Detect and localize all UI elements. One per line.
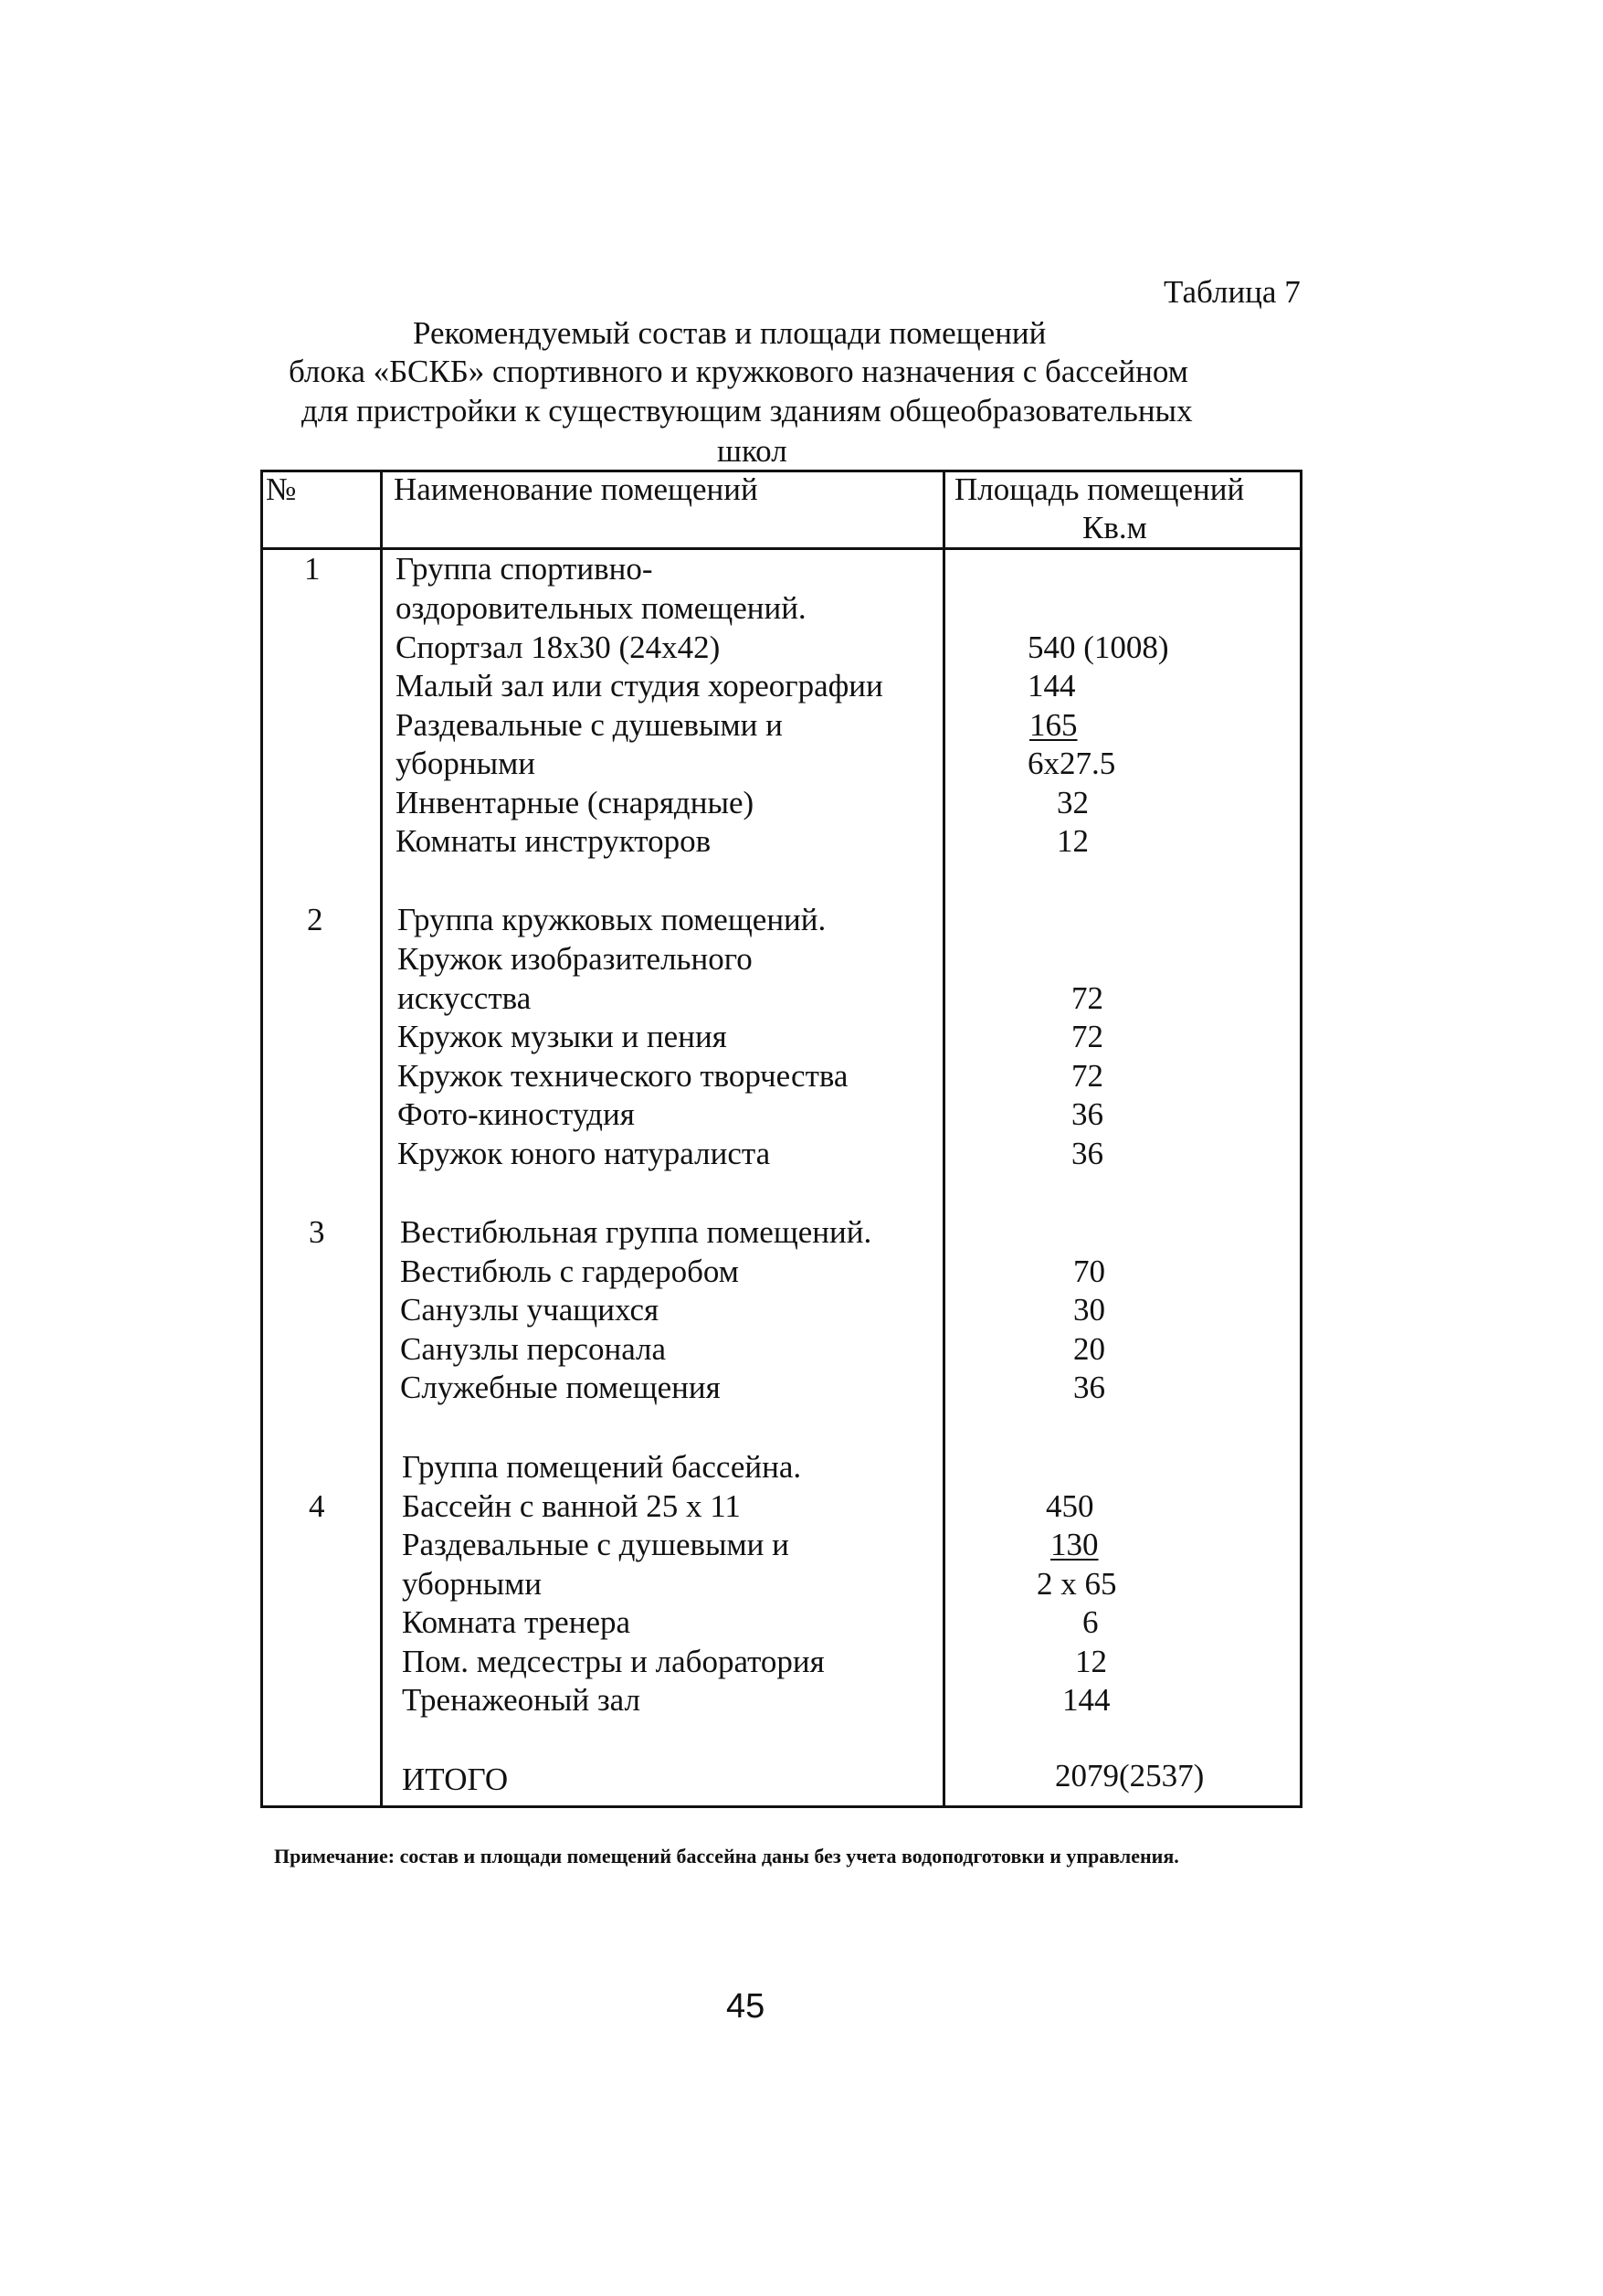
group-1-num: 1 xyxy=(304,551,321,587)
group-2-line-7-area: 36 xyxy=(1071,1136,1103,1171)
group-4-line-7-area: 144 xyxy=(1062,1682,1111,1718)
group-4-line-1-name: Группа помещений бассейна. xyxy=(402,1449,802,1485)
group-1-line-1-name: Группа спортивно- xyxy=(395,551,653,587)
group-2-num: 2 xyxy=(307,902,323,937)
group-1-line-2-name: оздоровительных помещений. xyxy=(395,590,807,626)
table-right-border xyxy=(1300,470,1302,1808)
group-1-line-6-area: 6х27.5 xyxy=(1028,746,1116,781)
group-2-line-4-area: 72 xyxy=(1071,1019,1103,1054)
group-4-line-3-area: 130 xyxy=(1050,1527,1099,1562)
group-3-line-5-name: Служебные помещения xyxy=(400,1370,721,1405)
title-line-1: Рекомендуемый состав и площади помещений xyxy=(413,315,1047,351)
group-2-line-1-name: Группа кружковых помещений. xyxy=(397,902,827,937)
group-4-line-6-name: Пом. медсестры и лаборатория xyxy=(402,1644,825,1679)
title-line-3: для пристройки к существующим зданиям общеобразовательных xyxy=(301,393,1193,429)
group-2-line-7-name: Кружок юного натуралиста xyxy=(397,1136,771,1171)
group-2-line-2-name: Кружок изобразительного xyxy=(397,941,753,977)
group-3-line-3-area: 30 xyxy=(1073,1292,1105,1328)
group-1-line-4-name: Малый зал или студия хореографии xyxy=(395,668,883,704)
group-3-line-1-name: Вестибюльная группа помещений. xyxy=(400,1214,872,1250)
group-3-line-2-area: 70 xyxy=(1073,1254,1105,1289)
header-num: № xyxy=(266,471,297,507)
group-4-line-4-name: уборными xyxy=(402,1566,542,1602)
group-4-line-5-name: Комната тренера xyxy=(402,1604,631,1640)
group-4-line-2-name: Бассейн с ванной 25 х 11 xyxy=(402,1488,741,1524)
group-4-line-5-area: 6 xyxy=(1082,1604,1099,1640)
group-4-line-3-name: Раздевальные с душевыми и xyxy=(402,1527,789,1562)
group-1-line-7-area: 32 xyxy=(1057,785,1089,820)
total-value: 2079(2537) xyxy=(1055,1758,1205,1793)
group-3-line-4-area: 20 xyxy=(1073,1331,1105,1367)
group-4-line-4-area: 2 х 65 xyxy=(1037,1566,1117,1602)
group-1-line-8-name: Комнаты инструкторов xyxy=(395,823,712,859)
group-1-line-3-area: 540 (1008) xyxy=(1028,630,1169,665)
group-2-line-6-area: 36 xyxy=(1071,1096,1103,1132)
table-bottom-border xyxy=(260,1805,1302,1808)
group-2-line-5-area: 72 xyxy=(1071,1058,1103,1094)
col-divider-2 xyxy=(943,470,945,1808)
table-left-border xyxy=(260,470,263,1808)
table-number: Таблица 7 xyxy=(1164,274,1301,310)
group-2-line-5-name: Кружок технического творчества xyxy=(397,1058,849,1094)
group-4-line-6-area: 12 xyxy=(1075,1644,1107,1679)
group-1-line-3-name: Спортзал 18х30 (24х42) xyxy=(395,630,721,665)
group-4-num: 4 xyxy=(309,1488,325,1524)
header-name: Наименование помещений xyxy=(394,471,758,507)
title-line-4: школ xyxy=(717,433,787,469)
group-3-line-4-name: Санузлы персонала xyxy=(400,1331,667,1367)
header-area-line2: Кв.м xyxy=(1082,510,1147,545)
header-bottom-border xyxy=(260,547,1302,550)
title-line-2: блока «БСКБ» спортивного и кружкового назначения с бассейном xyxy=(289,354,1188,389)
group-4-line-2-area: 450 xyxy=(1046,1488,1094,1524)
group-1-line-4-area: 144 xyxy=(1028,668,1076,704)
footnote: Примечание: состав и площади помещений бассейна даны без учета водоподготовки и управления. xyxy=(274,1845,1179,1867)
group-2-line-3-area: 72 xyxy=(1071,980,1103,1016)
group-3-line-2-name: Вестибюль с гардеробом xyxy=(400,1254,739,1289)
group-4-line-7-name: Тренажеоный зал xyxy=(402,1682,640,1718)
rooms-table xyxy=(260,470,1302,1808)
header-area-line1: Площадь помещений xyxy=(954,471,1245,507)
group-1-line-8-area: 12 xyxy=(1057,823,1089,859)
group-1-line-5-area: 165 xyxy=(1029,707,1078,743)
group-2-line-6-name: Фото-киностудия xyxy=(397,1096,635,1132)
group-2-line-3-name: искусства xyxy=(397,980,532,1016)
group-2-line-4-name: Кружок музыки и пения xyxy=(397,1019,727,1054)
group-3-line-5-area: 36 xyxy=(1073,1370,1105,1405)
group-1-line-7-name: Инвентарные (снарядные) xyxy=(395,785,754,820)
group-3-num: 3 xyxy=(309,1214,325,1250)
col-divider-1 xyxy=(380,470,383,1808)
page-number: 45 xyxy=(726,1987,765,2026)
total-label: ИТОГО xyxy=(402,1762,509,1797)
group-1-line-6-name: уборными xyxy=(395,746,535,781)
group-3-line-3-name: Санузлы учащихся xyxy=(400,1292,659,1328)
group-1-line-5-name: Раздевальные с душевыми и xyxy=(395,707,783,743)
